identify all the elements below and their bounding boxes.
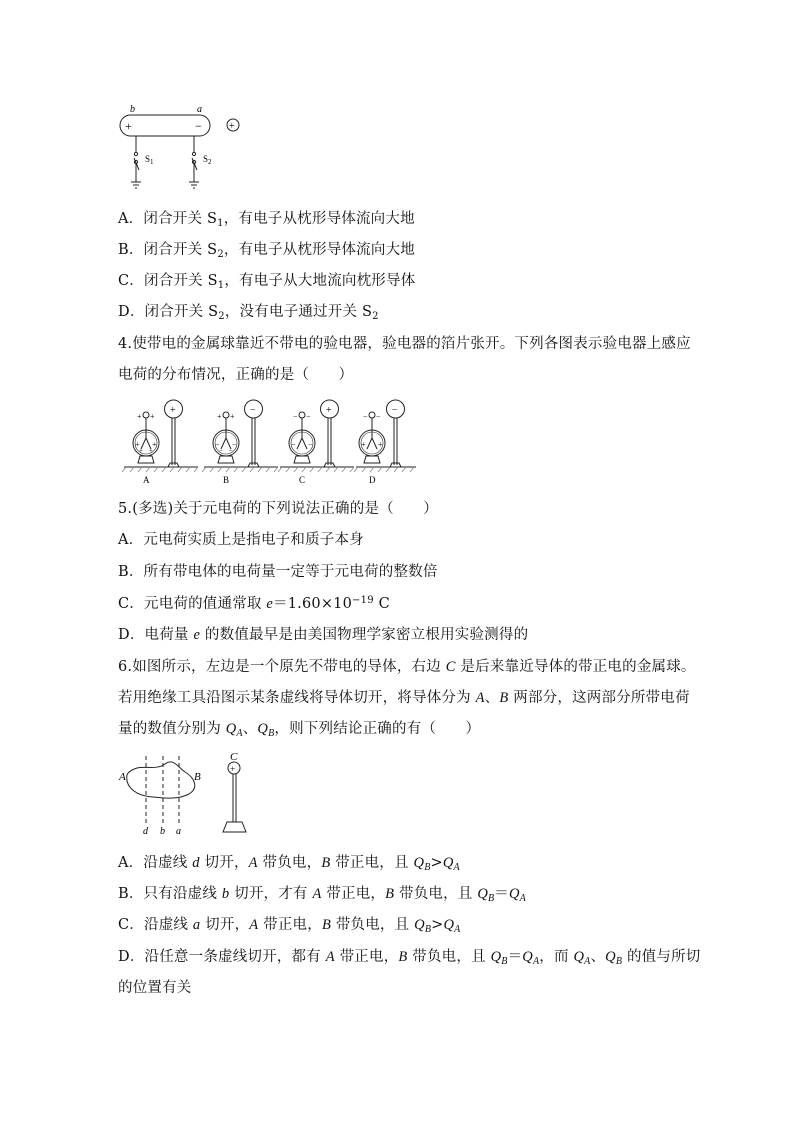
svg-text:−: − <box>293 412 298 421</box>
ball-sign-d: − <box>392 405 398 416</box>
fig-label-B: B <box>194 771 201 783</box>
svg-text:−: − <box>219 447 223 455</box>
svg-text:+: + <box>217 412 222 421</box>
q6-stem-line1: 6.如图所示，左边是一个原先不带电的导体，右边 C 是后来靠近导体的带正电的金属球。 <box>118 659 696 675</box>
q3-option-a: A．闭合开关 $S_1$，有电子从枕形导体流向大地 <box>118 211 415 229</box>
ball-sign-a: + <box>170 405 176 416</box>
svg-text:−: − <box>215 440 220 449</box>
panel-label-a: A <box>143 475 150 485</box>
q5-option-c: C．元电荷的值通常取 $e=1.60\times 10^{-19}$ C <box>118 595 390 612</box>
switch1-label: S <box>145 154 151 164</box>
svg-text:−: − <box>306 412 311 421</box>
svg-text:−: − <box>232 440 237 449</box>
svg-text:+: + <box>361 440 366 449</box>
svg-text:+: + <box>230 764 236 774</box>
q6-option-b: B．只有沿虚线 b 切开，才有 A 带正电，B 带负电，且 $Q_B=Q_A$ <box>118 886 526 904</box>
panel-label-b: B <box>223 475 230 485</box>
q6-stem-line3: 量的数值分别为 $Q_A$、$Q_B$，则下列结论正确的有（ ） <box>118 721 481 739</box>
svg-text:−: − <box>229 447 233 455</box>
svg-text:S2: $S_2$ <box>203 154 212 166</box>
q5-option-a: A．元电荷实质上是指电子和质子本身 <box>118 532 364 548</box>
q3-option-b: B．闭合开关 $S_2$，有电子从枕形导体流向大地 <box>118 242 415 260</box>
fig-label-b: b <box>160 826 165 837</box>
uncharged-conductor <box>127 762 195 798</box>
conductor-left-sign: + <box>125 119 132 133</box>
panel-label-c: C <box>299 475 306 485</box>
svg-text:+: + <box>135 440 140 449</box>
q4-stem-line2: 电荷的分布情况，正确的是（ ） <box>118 367 354 383</box>
svg-text:+: + <box>149 447 153 455</box>
charged-ball-sign: + <box>229 121 235 132</box>
svg-text:+: + <box>230 412 235 421</box>
svg-text:−: − <box>308 440 313 449</box>
panel-label-d: D <box>369 475 376 485</box>
electroscope-figure <box>120 395 420 487</box>
electroscope-panel-a <box>122 400 198 485</box>
q5-stem: 5.(多选)关于元电荷的下列说法正确的是（ ） <box>118 501 438 517</box>
label-a: a <box>197 104 202 115</box>
q3-option-d: D．闭合开关 $S_2$，没有电子通过开关 $S_2$ <box>118 304 379 322</box>
q6-option-a: A．沿虚线 d 切开，A 带负电，B 带正电，且 $Q_B>Q_A$ <box>118 855 460 873</box>
q4-stem-line1: 4.使带电的金属球靠近不带电的验电器，验电器的箔片张开。下列各图表示验电器上感应 <box>118 336 691 352</box>
switch2-label: S <box>203 154 209 164</box>
electroscope-panel-d <box>354 400 416 485</box>
svg-text:−: − <box>291 440 296 449</box>
conductor-cut-figure <box>115 750 265 838</box>
fig-label-A: A <box>119 771 126 783</box>
ball-sign-c: + <box>326 405 332 416</box>
conductor-right-sign: − <box>195 119 202 133</box>
q6-option-d: D．沿任意一条虚线切开，都有 A 带正电，B 带负电，且 $Q_B=Q_A$，而 $Q_A$、$Q_B$ 的值与所切 <box>118 949 701 967</box>
svg-text:+: + <box>152 440 157 449</box>
fig-label-C: C <box>230 751 238 763</box>
label-b: b <box>130 104 135 115</box>
svg-text:+: + <box>137 412 142 421</box>
electroscope-panel-b <box>202 400 278 485</box>
q3-option-c: C．闭合开关 $S_1$，有电子从大地流向枕形导体 <box>118 273 416 291</box>
q6-stem-line2: 若用绝缘工具沿图示某条虚线将导体切开，将导体分为 A、B 两部分，这两部分所带电荷 <box>118 690 690 706</box>
q5-option-d: D．电荷量 e 的数值最早是由美国物理学家密立根用实验测得的 <box>118 627 529 643</box>
svg-text:−: − <box>363 412 368 421</box>
q6-option-d-line2: 的位置有关 <box>118 980 192 996</box>
q6-option-c: C．沿虚线 a 切开，A 带正电，B 带负电，且 $Q_B>Q_A$ <box>118 917 461 935</box>
ball-sign-b: − <box>250 405 256 416</box>
fig-label-a: a <box>176 826 181 837</box>
pillow-conductor-figure <box>110 100 250 192</box>
svg-text:S1: $S_1$ <box>145 154 154 166</box>
fig-label-d: d <box>143 826 148 837</box>
q5-option-b: B．所有带电体的电荷量一定等于元电荷的整数倍 <box>118 564 438 580</box>
insulated-stand <box>223 822 246 832</box>
svg-text:−: − <box>376 412 381 421</box>
svg-text:+: + <box>378 440 383 449</box>
electroscope-panel-c <box>278 400 354 485</box>
svg-text:+: + <box>150 412 155 421</box>
svg-text:+: + <box>139 447 143 455</box>
